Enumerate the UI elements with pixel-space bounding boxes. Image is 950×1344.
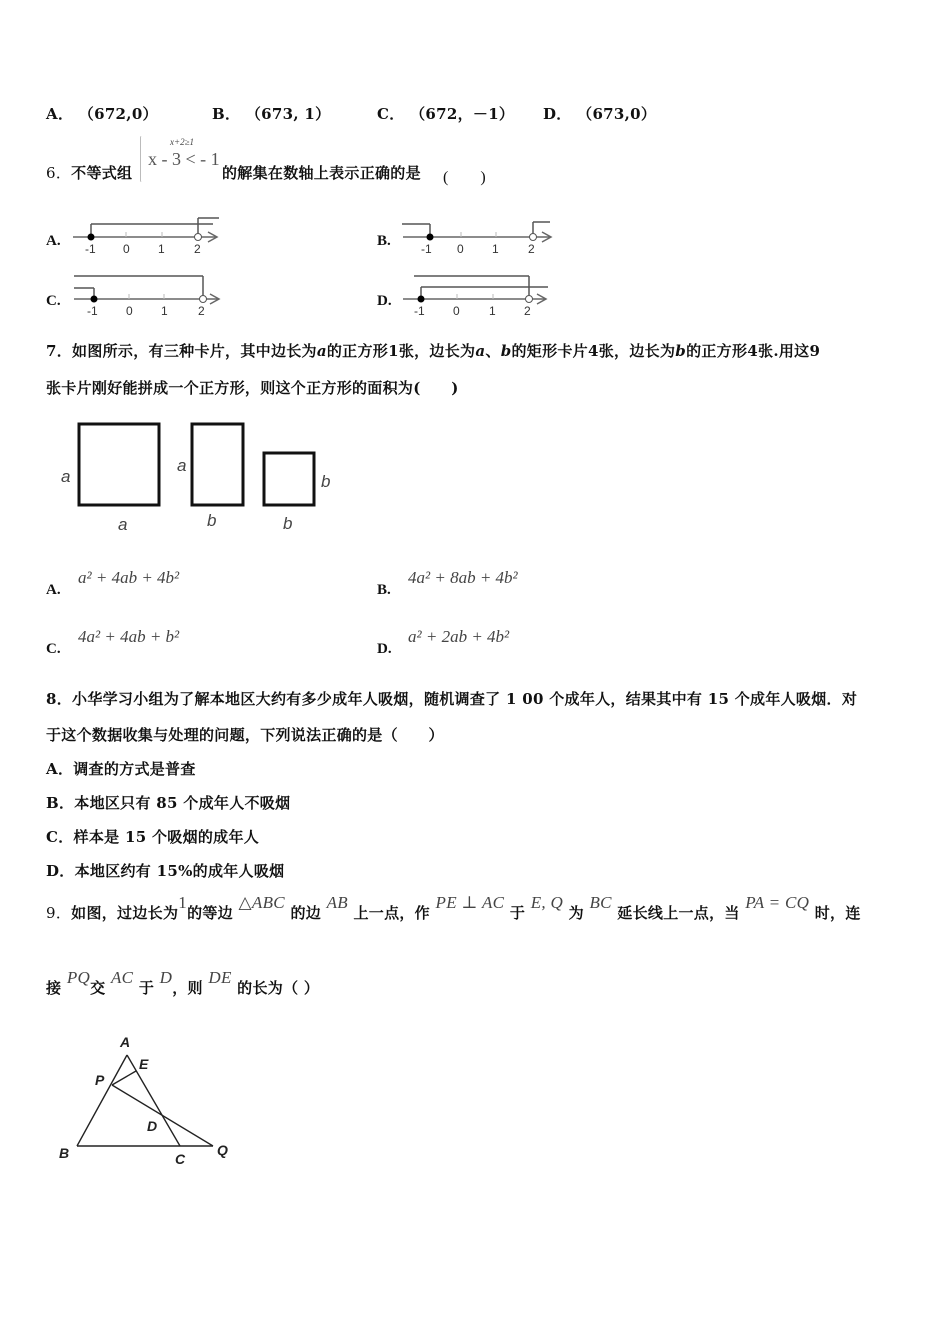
answer-blank: ( ) [443, 169, 486, 186]
system-top-inequality: x+2≥1 [170, 137, 195, 147]
q7-option-b-label: B. [377, 582, 391, 598]
q8-stem-line2: 于这个数据收集与处理的问题，下列说法正确的是（ ） [46, 726, 444, 744]
q7-option-c-label: C. [46, 641, 61, 657]
q5-option-a [46, 103, 158, 124]
svg-text:2: 2 [198, 304, 205, 317]
svg-text:P: P [95, 1072, 105, 1088]
q6-option-c-label: C. [46, 293, 61, 309]
svg-text:1: 1 [161, 304, 168, 317]
q9-stem-line1 [46, 893, 861, 933]
svg-text:-1: -1 [414, 304, 425, 317]
q5-option-b [212, 103, 330, 124]
q6-option-d-numberline [400, 272, 560, 317]
option-text: 样本是 15 个吸烟的成年人 [73, 828, 260, 846]
math: DE [208, 968, 232, 987]
question-number: 6． [46, 164, 72, 182]
svg-text:b: b [207, 511, 217, 530]
q7-option-b-expr: 4a² + 8ab + 4b² [408, 568, 518, 587]
math: AB [326, 893, 348, 912]
text: 于 [509, 904, 526, 922]
text: 的正方形 [686, 342, 748, 360]
svg-text:1: 1 [492, 242, 499, 256]
text: 的长为（ ） [237, 979, 320, 997]
option-label: A． [46, 105, 74, 123]
svg-text:-1: -1 [87, 304, 98, 317]
q6-option-b-label: B. [377, 233, 391, 249]
q6-stem [46, 162, 132, 183]
option-value: （673,0） [577, 105, 657, 123]
q5-option-d [543, 103, 656, 124]
text: ，则 [172, 979, 203, 997]
svg-text:0: 0 [457, 242, 464, 256]
math: D [159, 968, 173, 987]
option-label: D． [46, 862, 75, 880]
text: 的正方形 [326, 342, 389, 360]
text: 张，边长为 [398, 342, 476, 360]
q7-option-c-expr: 4a² + 4ab + b² [78, 627, 180, 646]
svg-text:B: B [59, 1145, 70, 1161]
q6-option-c-numberline [70, 272, 230, 317]
q7-option-d-expr: a² + 2ab + 4b² [408, 627, 510, 646]
q5-option-c [377, 103, 514, 124]
svg-text:-1: -1 [421, 242, 432, 256]
svg-text:1: 1 [158, 242, 165, 256]
q7-stem-line2: 张卡片刚好能拼成一个正方形，则这个正方形的面积为( ) [46, 379, 459, 397]
text: 7．如图所示，有三种卡片，其中边长为 [46, 342, 317, 360]
svg-text:C: C [175, 1151, 186, 1167]
text: 张，边长为 [598, 342, 676, 360]
option-label: B． [212, 105, 241, 123]
num: 1 [388, 342, 399, 360]
text: 如图，过边长为 [71, 904, 179, 922]
option-text: 本地区只有 85 个成年人不吸烟 [74, 794, 291, 812]
q6-option-a-numberline [68, 212, 228, 257]
q7-stem-line1 [46, 340, 820, 361]
svg-text:E: E [139, 1056, 149, 1072]
math: PQ [66, 968, 91, 987]
svg-text:2: 2 [194, 242, 201, 256]
q8-stem-line1: 8．小华学习小组为了解本地区大约有多少成年人吸烟，随机调查了 1 00 个成年人，结果其中有 15 个成年人吸烟．对 [46, 690, 858, 708]
q9-stem-line2 [46, 968, 319, 1008]
svg-text:Q: Q [217, 1142, 228, 1158]
svg-text:0: 0 [453, 304, 460, 317]
var-b: b [500, 342, 512, 360]
math: PE ⊥ AC [435, 893, 505, 912]
q8-option-c [46, 826, 259, 847]
svg-text:2: 2 [524, 304, 531, 317]
q9-triangle-figure [45, 1025, 255, 1175]
math: E, Q [530, 893, 564, 912]
svg-text:0: 0 [126, 304, 133, 317]
text: 的边 [290, 904, 322, 922]
text: 交 [90, 979, 106, 997]
option-value: （672,0） [78, 105, 158, 123]
text: 于 [138, 979, 155, 997]
q7-option-d-label: D. [377, 641, 392, 657]
var-b: b [675, 342, 687, 360]
svg-text:b: b [321, 472, 331, 491]
q6-option-d-label: D. [377, 293, 392, 309]
math: △ABC [238, 893, 285, 912]
q6-option-a-label: A. [46, 233, 61, 249]
option-label: C． [46, 828, 74, 846]
svg-text:a: a [118, 515, 128, 534]
text: 上一点，作 [353, 904, 430, 922]
num: 4 [747, 342, 759, 360]
math: 1 [178, 893, 188, 912]
math: PA = CQ [745, 893, 810, 912]
svg-text:1: 1 [489, 304, 496, 317]
text: 的等边 [187, 904, 233, 922]
option-label: C． [377, 105, 405, 123]
svg-text:-1: -1 [85, 242, 96, 256]
num: 4 [588, 342, 599, 360]
q8-option-a [46, 758, 196, 779]
q7-option-a-label: A. [46, 582, 61, 598]
option-label: D． [543, 105, 572, 123]
svg-text:0: 0 [123, 242, 130, 256]
math: BC [589, 893, 612, 912]
text: 为 [568, 904, 584, 922]
brace-icon [140, 136, 143, 182]
text: 时，连 [814, 904, 861, 922]
text: 接 [46, 979, 62, 997]
option-value: （672，－1） [410, 105, 515, 123]
math: AC [110, 968, 134, 987]
option-label: A． [46, 760, 74, 778]
q7-option-a-expr: a² + 4ab + 4b² [78, 568, 180, 587]
question-number: 9． [46, 904, 72, 922]
svg-text:A: A [120, 1034, 131, 1050]
svg-text:2: 2 [528, 242, 535, 256]
num: 9 [809, 342, 821, 360]
text: 、 [485, 342, 501, 360]
q6-option-b-numberline [400, 212, 560, 257]
option-text: 本地区约有 15%的成年人吸烟 [74, 862, 285, 880]
svg-text:D: D [147, 1118, 158, 1134]
system-bottom-inequality: x - 3 < - 1 [148, 149, 220, 169]
svg-text:b: b [283, 514, 293, 533]
q6-prefix: 不等式组 [71, 164, 133, 182]
option-label: B． [46, 794, 75, 812]
svg-text:a: a [61, 467, 71, 486]
option-text: 调查的方式是普查 [73, 760, 196, 778]
q6-suffix: 的解集在数轴上表示正确的是 [222, 164, 421, 182]
option-value: （673, 1） [245, 105, 331, 123]
svg-text:a: a [177, 456, 187, 475]
text: 的矩形卡片 [511, 342, 588, 360]
q8-option-b [46, 792, 290, 813]
q8-option-d [46, 860, 284, 881]
var-a: a [316, 342, 327, 360]
text: 张.用这 [758, 342, 810, 360]
var-a: a [475, 342, 486, 360]
q7-cards-figure [55, 418, 345, 538]
text: 延长线上一点，当 [617, 904, 740, 922]
